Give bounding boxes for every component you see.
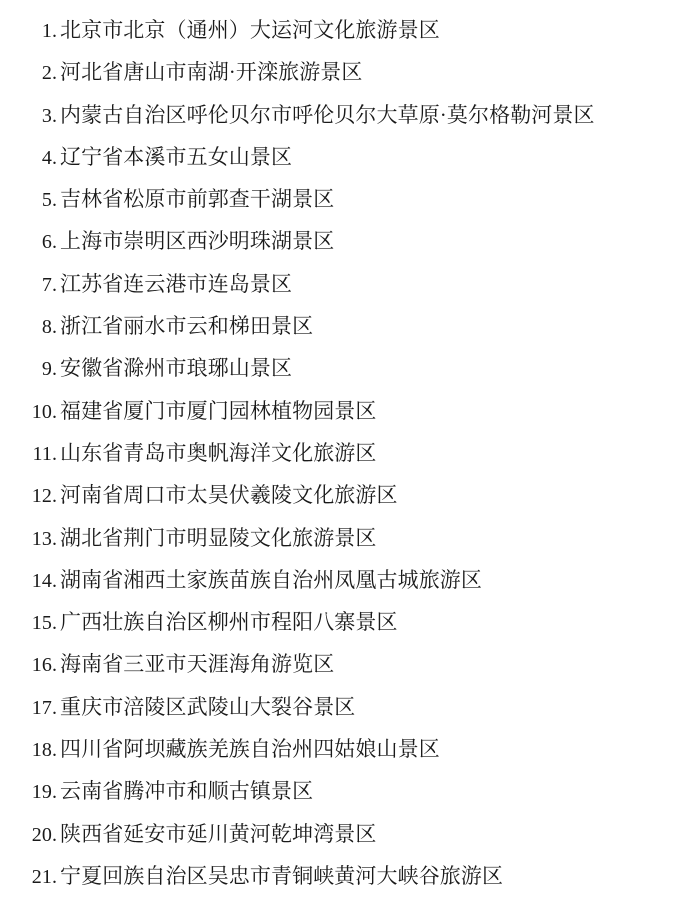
list-item-text: 云南省腾冲市和顺古镇景区 bbox=[60, 779, 314, 804]
list-item bbox=[22, 602, 679, 644]
list-item bbox=[22, 814, 679, 856]
list-item-number: 17 bbox=[31, 696, 52, 719]
list-item-number: 12 bbox=[31, 485, 52, 508]
list-item-separator: . bbox=[52, 654, 58, 677]
list-item-number: 15 bbox=[31, 612, 52, 635]
list-item-separator: . bbox=[52, 485, 58, 508]
list-item-number: 14 bbox=[31, 569, 52, 592]
list-item-separator: . bbox=[52, 739, 58, 762]
list-item-separator: . bbox=[52, 146, 58, 169]
list-item-number: 4 bbox=[41, 146, 52, 169]
list-item-separator: . bbox=[52, 104, 58, 127]
list-item-separator: . bbox=[52, 612, 58, 635]
list-item-number: 7 bbox=[41, 273, 52, 296]
list-item-number: 2 bbox=[41, 62, 52, 85]
list-item-separator: . bbox=[52, 189, 58, 212]
list-item bbox=[22, 433, 679, 475]
list-item-number: 5 bbox=[41, 189, 52, 212]
list-item-number: 9 bbox=[41, 358, 52, 381]
list-item-number: 20 bbox=[31, 823, 52, 846]
list-item-number: 19 bbox=[31, 781, 52, 804]
list-item-number: 3 bbox=[41, 104, 52, 127]
list-item-number: 11 bbox=[32, 442, 52, 465]
list-item bbox=[22, 856, 679, 898]
list-item-separator: . bbox=[52, 358, 58, 381]
scenic-area-list bbox=[22, 10, 679, 898]
list-item bbox=[22, 644, 679, 686]
list-item-text: 海南省三亚市天涯海角游览区 bbox=[60, 652, 335, 677]
list-item-number: 16 bbox=[31, 654, 52, 677]
list-item-number: 18 bbox=[31, 739, 52, 762]
list-item-number: 6 bbox=[41, 231, 52, 254]
list-item bbox=[22, 221, 679, 263]
list-item bbox=[22, 95, 679, 137]
list-item bbox=[22, 518, 679, 560]
list-item-text: 辽宁省本溪市五女山景区 bbox=[60, 144, 293, 169]
list-item-text: 浙江省丽水市云和梯田景区 bbox=[60, 314, 314, 339]
list-item bbox=[22, 687, 679, 729]
list-item bbox=[22, 475, 679, 517]
list-item bbox=[22, 348, 679, 390]
list-item-text: 广西壮族自治区柳州市程阳八寨景区 bbox=[60, 610, 398, 635]
list-item-text: 河北省唐山市南湖·开滦旅游景区 bbox=[60, 60, 363, 85]
list-item bbox=[22, 771, 679, 813]
list-item bbox=[22, 52, 679, 94]
list-item-separator: . bbox=[52, 865, 58, 888]
list-item-text: 宁夏回族自治区吴忠市青铜峡黄河大峡谷旅游区 bbox=[60, 863, 504, 888]
list-item-number: 10 bbox=[31, 400, 52, 423]
list-item-text: 四川省阿坝藏族羌族自治州四姑娘山景区 bbox=[60, 737, 440, 762]
list-item bbox=[22, 560, 679, 602]
list-item-text: 湖北省荆门市明显陵文化旅游景区 bbox=[60, 525, 377, 550]
list-item-separator: . bbox=[52, 696, 58, 719]
list-item-number: 13 bbox=[31, 527, 52, 550]
list-item-text: 北京市北京（通州）大运河文化旅游景区 bbox=[60, 18, 440, 42]
list-item bbox=[22, 391, 679, 433]
list-item-text: 内蒙古自治区呼伦贝尔市呼伦贝尔大草原·莫尔格勒河景区 bbox=[60, 102, 595, 127]
list-item bbox=[22, 306, 679, 348]
list-item bbox=[22, 137, 679, 179]
list-item bbox=[22, 179, 679, 221]
list-item-text: 上海市崇明区西沙明珠湖景区 bbox=[60, 229, 335, 254]
list-item-number: 1 bbox=[41, 20, 52, 42]
list-item-separator: . bbox=[52, 781, 58, 804]
list-item-text: 陕西省延安市延川黄河乾坤湾景区 bbox=[60, 821, 377, 846]
list-item-text: 重庆市涪陵区武陵山大裂谷景区 bbox=[60, 694, 356, 719]
list-item-separator: . bbox=[52, 62, 58, 85]
list-item-text: 福建省厦门市厦门园林植物园景区 bbox=[60, 398, 377, 423]
list-item bbox=[22, 10, 679, 52]
list-item-separator: . bbox=[52, 400, 58, 423]
list-item-text: 吉林省松原市前郭查干湖景区 bbox=[60, 187, 335, 212]
list-item bbox=[22, 264, 679, 306]
list-item-separator: . bbox=[52, 231, 58, 254]
list-item-text: 湖南省湘西土家族苗族自治州凤凰古城旅游区 bbox=[60, 567, 482, 592]
list-item bbox=[22, 729, 679, 771]
list-item-text: 河南省周口市太昊伏羲陵文化旅游区 bbox=[60, 483, 398, 508]
list-item-separator: . bbox=[52, 527, 58, 550]
list-item-separator: . bbox=[52, 823, 58, 846]
list-item-separator: . bbox=[52, 316, 58, 339]
list-item-text: 安徽省滁州市琅琊山景区 bbox=[60, 356, 293, 381]
list-item-number: 8 bbox=[41, 316, 52, 339]
list-item-text: 山东省青岛市奥帆海洋文化旅游区 bbox=[60, 440, 377, 465]
list-item-separator: . bbox=[52, 20, 58, 42]
list-item-number: 21 bbox=[31, 865, 52, 888]
list-item-separator: . bbox=[52, 569, 58, 592]
list-item-separator: . bbox=[52, 442, 58, 465]
list-item-separator: . bbox=[52, 273, 58, 296]
list-item-text: 江苏省连云港市连岛景区 bbox=[60, 271, 293, 296]
